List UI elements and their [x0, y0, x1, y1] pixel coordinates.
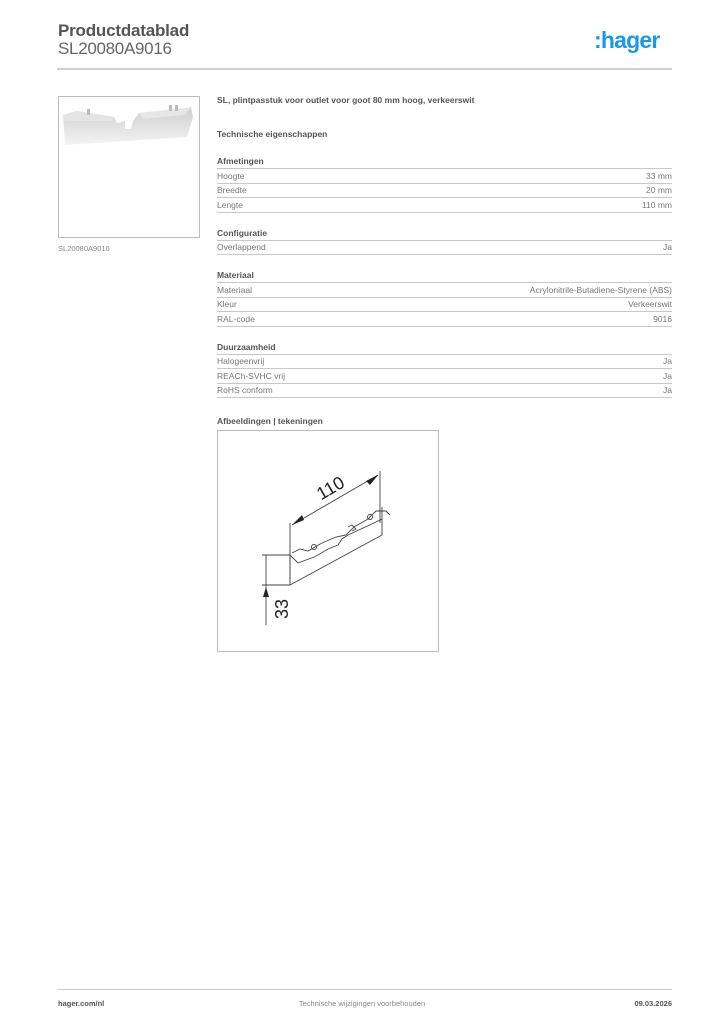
spec-value: Ja	[663, 242, 672, 253]
spec-row	[217, 312, 672, 327]
section-duurzaamheid	[217, 342, 672, 399]
spec-value: Ja	[663, 370, 672, 381]
spec-value: 9016	[653, 313, 672, 324]
footer-website-link[interactable]: hager.com/nl	[58, 999, 105, 1008]
spec-label: Lengte	[217, 199, 243, 210]
product-thumbnail	[58, 96, 200, 238]
spec-label: RAL-code	[217, 313, 255, 324]
spec-row	[217, 369, 672, 384]
spec-value: Acrylonitrile-Butadiene-Styrene (ABS)	[529, 284, 672, 295]
spec-value: Ja	[663, 356, 672, 367]
spec-label: Overlappend	[217, 242, 266, 253]
images-heading: Afbeeldingen | tekeningen	[217, 416, 323, 426]
spec-value: Verkeerswit	[628, 299, 672, 310]
dimension-drawing-icon	[218, 431, 438, 651]
hager-logo: :hager	[594, 27, 660, 53]
spec-row	[217, 184, 672, 199]
spec-row	[217, 241, 672, 256]
spec-label: RoHS conform	[217, 385, 273, 396]
page-title: Productdatablad	[58, 21, 190, 40]
section-configuratie	[217, 228, 672, 256]
spec-label: REACh-SVHC vrij	[217, 370, 286, 381]
spec-label: Breedte	[217, 185, 247, 196]
article-number: SL20080A9016	[58, 39, 172, 58]
spec-label: Kleur	[217, 299, 237, 310]
spec-row	[217, 283, 672, 298]
section-afmetingen	[217, 156, 672, 213]
tech-heading: Technische eigenschappen	[217, 129, 328, 139]
product-description: SL, plintpasstuk voor outlet voor goot 80 mm hoog, verkeerswit	[217, 95, 475, 105]
section-title: Materiaal	[217, 270, 672, 283]
product-photo-icon	[59, 97, 199, 237]
section-title: Configuratie	[217, 228, 672, 241]
spec-content	[217, 95, 672, 428]
section-materiaal	[217, 270, 672, 327]
spec-label: Hoogte	[217, 170, 245, 181]
footer-date: 09.03.2026	[634, 999, 672, 1008]
spec-value: 110 mm	[641, 199, 672, 210]
thumbnail-caption: SL20080A9016	[58, 244, 110, 253]
spec-label: Materiaal	[217, 284, 252, 295]
section-title: Afmetingen	[217, 156, 672, 169]
spec-row	[217, 198, 672, 213]
spec-row	[217, 355, 672, 370]
spec-row	[217, 384, 672, 399]
section-title: Duurzaamheid	[217, 342, 672, 355]
svg-text:33: 33	[272, 598, 292, 619]
header-divider	[57, 68, 672, 70]
spec-label: Halogeenvrij	[217, 356, 265, 367]
spec-row	[217, 298, 672, 313]
spec-value: 33 mm	[646, 170, 672, 181]
technical-drawing	[217, 430, 439, 652]
svg-text:110: 110	[313, 472, 348, 504]
spec-row	[217, 169, 672, 184]
spec-value: 20 mm	[646, 185, 672, 196]
footer-disclaimer: Technische wijzigingen voorbehouden	[298, 999, 426, 1008]
spec-value: Ja	[663, 385, 672, 396]
footer-divider	[57, 989, 672, 990]
